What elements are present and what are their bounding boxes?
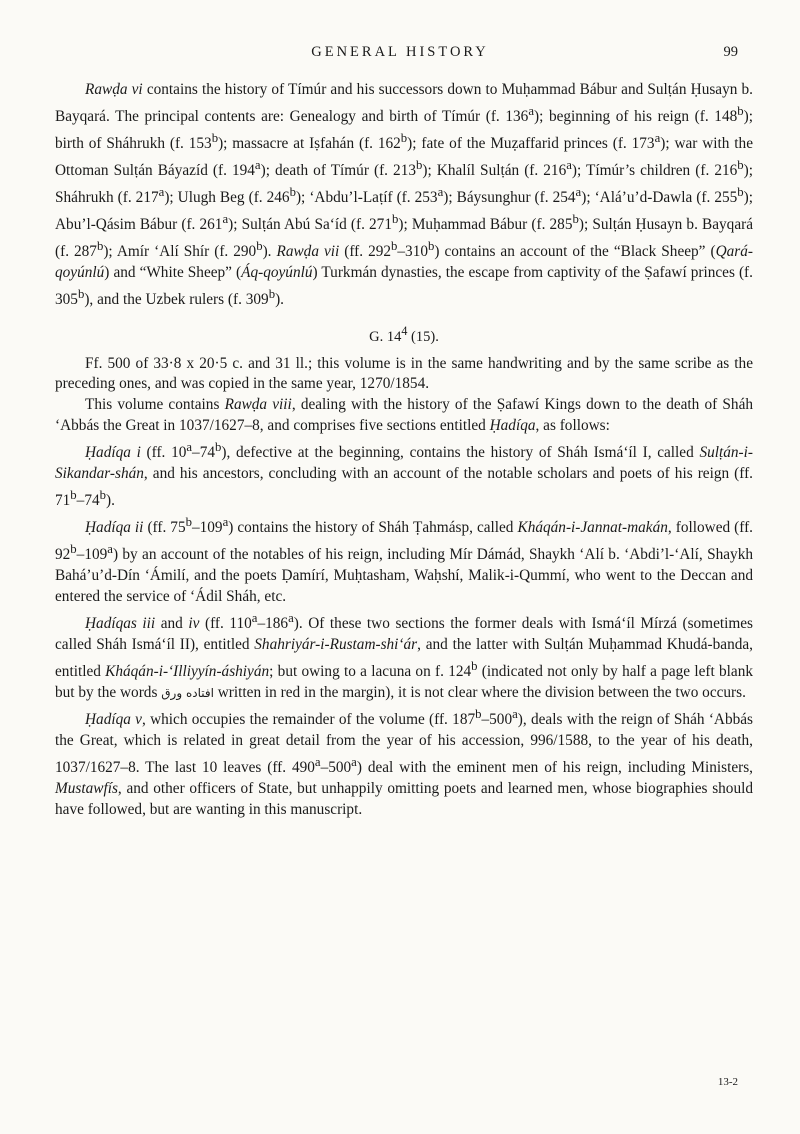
shelfmark-heading: G. $14^4$ (15). [369, 323, 439, 345]
signature-mark: 13-2 [717, 1076, 738, 1088]
body-text [55, 80, 753, 820]
paragraph-rawda-vi: Rawḍa vi contains the history of Tímúr and his successors down to Muḥammad Bábur and Sulṭán Ḥusayn b. Bayqará. The principal contents are: Genealogy and birth of Tímúr (f. 136$^a$); beginning of his reign (f. 148$^b$); birth of Sháhrukh (f. 153$^b$); massacre at Iṣfahán (f. 162$^b$); fate of the Muẓaffarid princes (f. 173$^a$); war with the Ottoman Sulṭán Báyazíd (f. 194$^a$); death of Tímúr (f. 213$^b$); Khalíl Sulṭán (f. 216$^a$); Tímúr’s children (f. 216$^b$); Sháhrukh (f. 217$^a$); Ulugh Beg (f. 246$^b$); ‘Abdu’l-Laṭíf (f. 253$^a$); Báysunghur (f. 254$^a$); ‘Alá’u’d-Dawla (f. 255$^b$); Abu’l-Qásim Bábur (f. 261$^a$); Sulṭán Abú Sa‘íd (f. 271$^b$); Muḥammad Bábur (f. 285$^b$); Sulṭán Ḥusayn b. Bayqará (f. 287$^b$); Amír ‘Alí Shír (f. 290$^b$). Rawḍa vii (ff. 292$^b$–310$^b$) contains an account of the “Black Sheep” (Qará-qoyúnlú) and “White Sheep” (Áq-qoyúnlú) Turkmán dynasties, the escape from captivity of the Ṣafawí princes (f. 305$^b$), and the Uzbek rulers (f. 309$^b$). [55, 81, 754, 308]
paragraph-physical-description: Ff. 500 of 33·8 x 20·5 c. and 31 ll.; this volume is in the same handwriting and by the same scribe as the preceding ones, and was copied in the same year, 1270/1854. [55, 354, 753, 393]
running-title: GENERAL HISTORY [311, 44, 489, 60]
page-number: 99 [723, 44, 738, 60]
paragraph-hadiqa-v: Ḥadíqa v, which occupies the remainder of the volume (ff. 187$^b$–500$^a$), deals with the reign of Sháh ‘Abbás the Great, which is related in great detail from the year of his accession, 996/1588, to the year of his death, 1037/1627–8. The last 10 leaves (ff. 490$^a$–500$^a$) deal with the eminent men of his reign, including Ministers, Mustawfís, and other officers of State, but unhappily omitting poets and learned men, whose biographies should have followed, but are wanting in this manuscript. [55, 706, 753, 818]
paragraph-volume-contents: This volume contains Rawḍa viii, dealing with the history of the Ṣafawí Kings down to the death of Sháh ‘Abbás the Great in 1037/1627–8, and comprises five sections entitled Ḥadíqa, as follows: [55, 396, 754, 435]
paragraph-hadiqas-iii-iv: Ḥadíqas iii and iv (ff. 110$^a$–186$^a$). Of these two sections the former deals with Ismá‘íl Mírzá (sometimes called Sháh Ismá‘íl II), entitled Shahriyár-i-Rustam-shi‘ár, and the latter with Sulṭán Muḥammad Khudá-banda, entitled Kháqán-i-‘Illiyyín-áshiyán; but owing to a lacuna on f. 124$^b$ (indicated not only by half a page left blank but by the words افتاده ورق written in red in the margin), it is not clear where the division between the two occurs. [55, 610, 754, 701]
paragraph-hadiqa-i: Ḥadíqa i (ff. 10$^a$–74$^b$), defective at the beginning, contains the history of Sháh Ismá‘íl I, called Sulṭán-i-Sikandar-shán, and his ancestors, concluding with an account of the notable scholars and poets of his reign (ff. 71$^b$–74$^b$). [55, 440, 753, 510]
paragraph-hadiqa-ii: Ḥadíqa ii (ff. 75$^b$–109$^a$) contains the history of Sháh Ṭahmásp, called Kháqán-i-Jannat-makán, followed (ff. 92$^b$–109$^a$) by an account of the notables of his reign, including Mír Dámád, Shaykh ‘Alí b. ‘Abdi’l-‘Alí, Shaykh Bahá’u’d-Dín ‘Ámilí, and the poets Ḍamírí, Muḥtasham, Waḥshí, Malik-i-Qummí, who went to the Deccan and entered the service of ‘Ádil Sháh, etc. [55, 515, 753, 605]
